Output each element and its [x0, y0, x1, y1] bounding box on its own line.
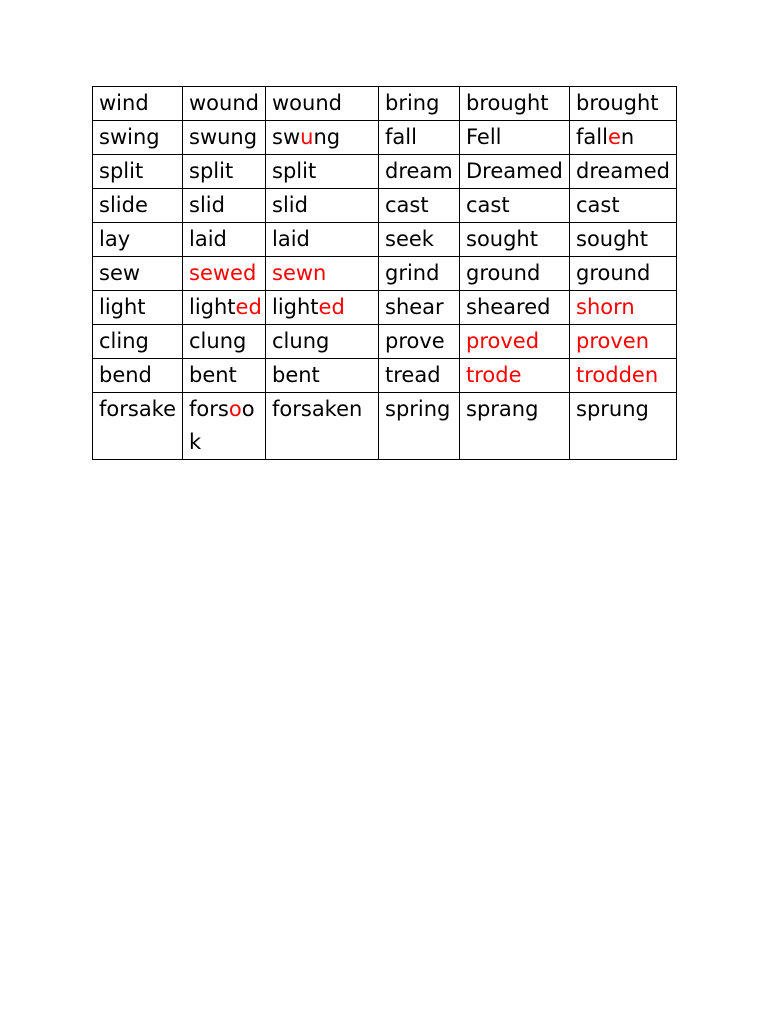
table-cell: [93, 257, 183, 291]
cell-text: dreamed: [576, 159, 670, 183]
table-cell: [570, 393, 677, 460]
cell-text: laid: [272, 227, 310, 251]
cell-text: cling: [99, 329, 149, 353]
table-cell: [570, 359, 677, 393]
cell-text: ground: [466, 261, 541, 285]
table-cell: [570, 223, 677, 257]
verb-forms-table: [92, 86, 677, 460]
cell-text: lay: [99, 227, 131, 251]
table-cell: [183, 155, 266, 189]
cell-text: sought: [466, 227, 538, 251]
cell-text: clung: [189, 329, 247, 353]
cell-text: clung: [272, 329, 330, 353]
highlighted-text: sewn: [272, 261, 327, 285]
cell-text: sought: [576, 227, 648, 251]
highlighted-text: ed: [318, 295, 345, 319]
cell-text: sew: [99, 261, 141, 285]
cell-text: swung: [189, 125, 258, 149]
table-cell: [93, 325, 183, 359]
highlighted-text: shorn: [576, 295, 635, 319]
cell-text: light: [272, 295, 319, 319]
table-cell: [460, 87, 570, 121]
cell-text: Fell: [466, 125, 502, 149]
table-cell: [570, 291, 677, 325]
cell-text: sheared: [466, 295, 551, 319]
table-cell: [93, 393, 183, 460]
highlighted-text: e: [607, 125, 621, 149]
table-row: [93, 223, 677, 257]
table-cell: [93, 155, 183, 189]
cell-text: brought: [466, 91, 549, 115]
table-cell: [379, 393, 460, 460]
highlighted-text: o: [228, 397, 242, 421]
table-cell: [460, 189, 570, 223]
cell-text: cast: [576, 193, 620, 217]
table-cell: [460, 121, 570, 155]
cell-text: shear: [385, 295, 444, 319]
highlighted-text: proven: [576, 329, 650, 353]
cell-text: split: [99, 159, 144, 183]
table-cell: [570, 155, 677, 189]
table-row: [93, 325, 677, 359]
table-cell: [266, 325, 379, 359]
table-cell: [183, 223, 266, 257]
cell-text: swing: [99, 125, 160, 149]
cell-text: light: [189, 295, 236, 319]
table-cell: [460, 155, 570, 189]
cell-text: ng: [313, 125, 341, 149]
table-cell: [460, 393, 570, 460]
verb-table-body: [93, 87, 677, 460]
cell-text: forsaken: [272, 397, 363, 421]
table-row: [93, 121, 677, 155]
cell-text: dream: [385, 159, 453, 183]
cell-text: sprang: [466, 397, 539, 421]
cell-text: fors: [189, 397, 229, 421]
table-cell: [460, 257, 570, 291]
cell-text: sprung: [576, 397, 649, 421]
table-cell: [183, 189, 266, 223]
cell-text: wind: [99, 91, 149, 115]
table-cell: [266, 393, 379, 460]
table-cell: [379, 257, 460, 291]
cell-text: slide: [99, 193, 148, 217]
table-cell: [183, 393, 266, 460]
cell-text: sw: [272, 125, 301, 149]
cell-text: slid: [272, 193, 308, 217]
table-cell: [266, 291, 379, 325]
table-row: [93, 359, 677, 393]
highlighted-text: sewed: [189, 261, 257, 285]
table-row: [93, 393, 677, 460]
table-cell: [183, 121, 266, 155]
highlighted-text: u: [300, 125, 314, 149]
cell-text: bend: [99, 363, 152, 387]
table-cell: [266, 257, 379, 291]
table-cell: [570, 121, 677, 155]
table-cell: [379, 121, 460, 155]
table-cell: [266, 223, 379, 257]
table-cell: [93, 121, 183, 155]
cell-text: cast: [385, 193, 429, 217]
cell-text: tread: [385, 363, 441, 387]
cell-text: bent: [272, 363, 320, 387]
table-row: [93, 189, 677, 223]
cell-text: prove: [385, 329, 445, 353]
table-cell: [379, 291, 460, 325]
table-cell: [379, 189, 460, 223]
table-row: [93, 291, 677, 325]
table-row: [93, 155, 677, 189]
table-cell: [570, 325, 677, 359]
table-cell: [266, 121, 379, 155]
cell-text: seek: [385, 227, 434, 251]
table-row: [93, 87, 677, 121]
cell-text: ground: [576, 261, 651, 285]
table-row: [93, 257, 677, 291]
highlighted-text: trode: [466, 363, 522, 387]
cell-text: wound: [272, 91, 342, 115]
cell-text: fall: [385, 125, 417, 149]
highlighted-text: ed: [235, 295, 262, 319]
highlighted-text: trodden: [576, 363, 659, 387]
table-cell: [93, 189, 183, 223]
cell-text: slid: [189, 193, 225, 217]
cell-text: bent: [189, 363, 237, 387]
cell-text: split: [272, 159, 317, 183]
cell-text: forsake: [99, 397, 177, 421]
table-cell: [266, 189, 379, 223]
table-cell: [460, 223, 570, 257]
table-cell: [183, 325, 266, 359]
cell-text: wound: [189, 91, 259, 115]
table-cell: [570, 87, 677, 121]
cell-text: spring: [385, 397, 451, 421]
cell-text: bring: [385, 91, 440, 115]
table-cell: [266, 359, 379, 393]
cell-text: brought: [576, 91, 659, 115]
table-cell: [379, 325, 460, 359]
table-cell: [570, 189, 677, 223]
table-cell: [93, 223, 183, 257]
table-cell: [570, 257, 677, 291]
cell-text: laid: [189, 227, 227, 251]
table-cell: [460, 325, 570, 359]
cell-text: fall: [576, 125, 608, 149]
table-cell: [183, 291, 266, 325]
table-cell: [266, 87, 379, 121]
cell-text: split: [189, 159, 234, 183]
table-cell: [379, 223, 460, 257]
cell-text: grind: [385, 261, 440, 285]
highlighted-text: proved: [466, 329, 540, 353]
table-cell: [183, 87, 266, 121]
table-cell: [183, 257, 266, 291]
table-cell: [266, 155, 379, 189]
table-cell: [93, 291, 183, 325]
cell-text: cast: [466, 193, 510, 217]
table-cell: [183, 359, 266, 393]
cell-text: Dreamed: [466, 159, 563, 183]
cell-text: n: [620, 125, 635, 149]
table-cell: [379, 155, 460, 189]
table-cell: [379, 359, 460, 393]
table-cell: [379, 87, 460, 121]
table-cell: [460, 359, 570, 393]
table-cell: [93, 87, 183, 121]
cell-text: light: [99, 295, 146, 319]
table-cell: [460, 291, 570, 325]
cell-text: ok: [189, 397, 255, 454]
table-cell: [93, 359, 183, 393]
